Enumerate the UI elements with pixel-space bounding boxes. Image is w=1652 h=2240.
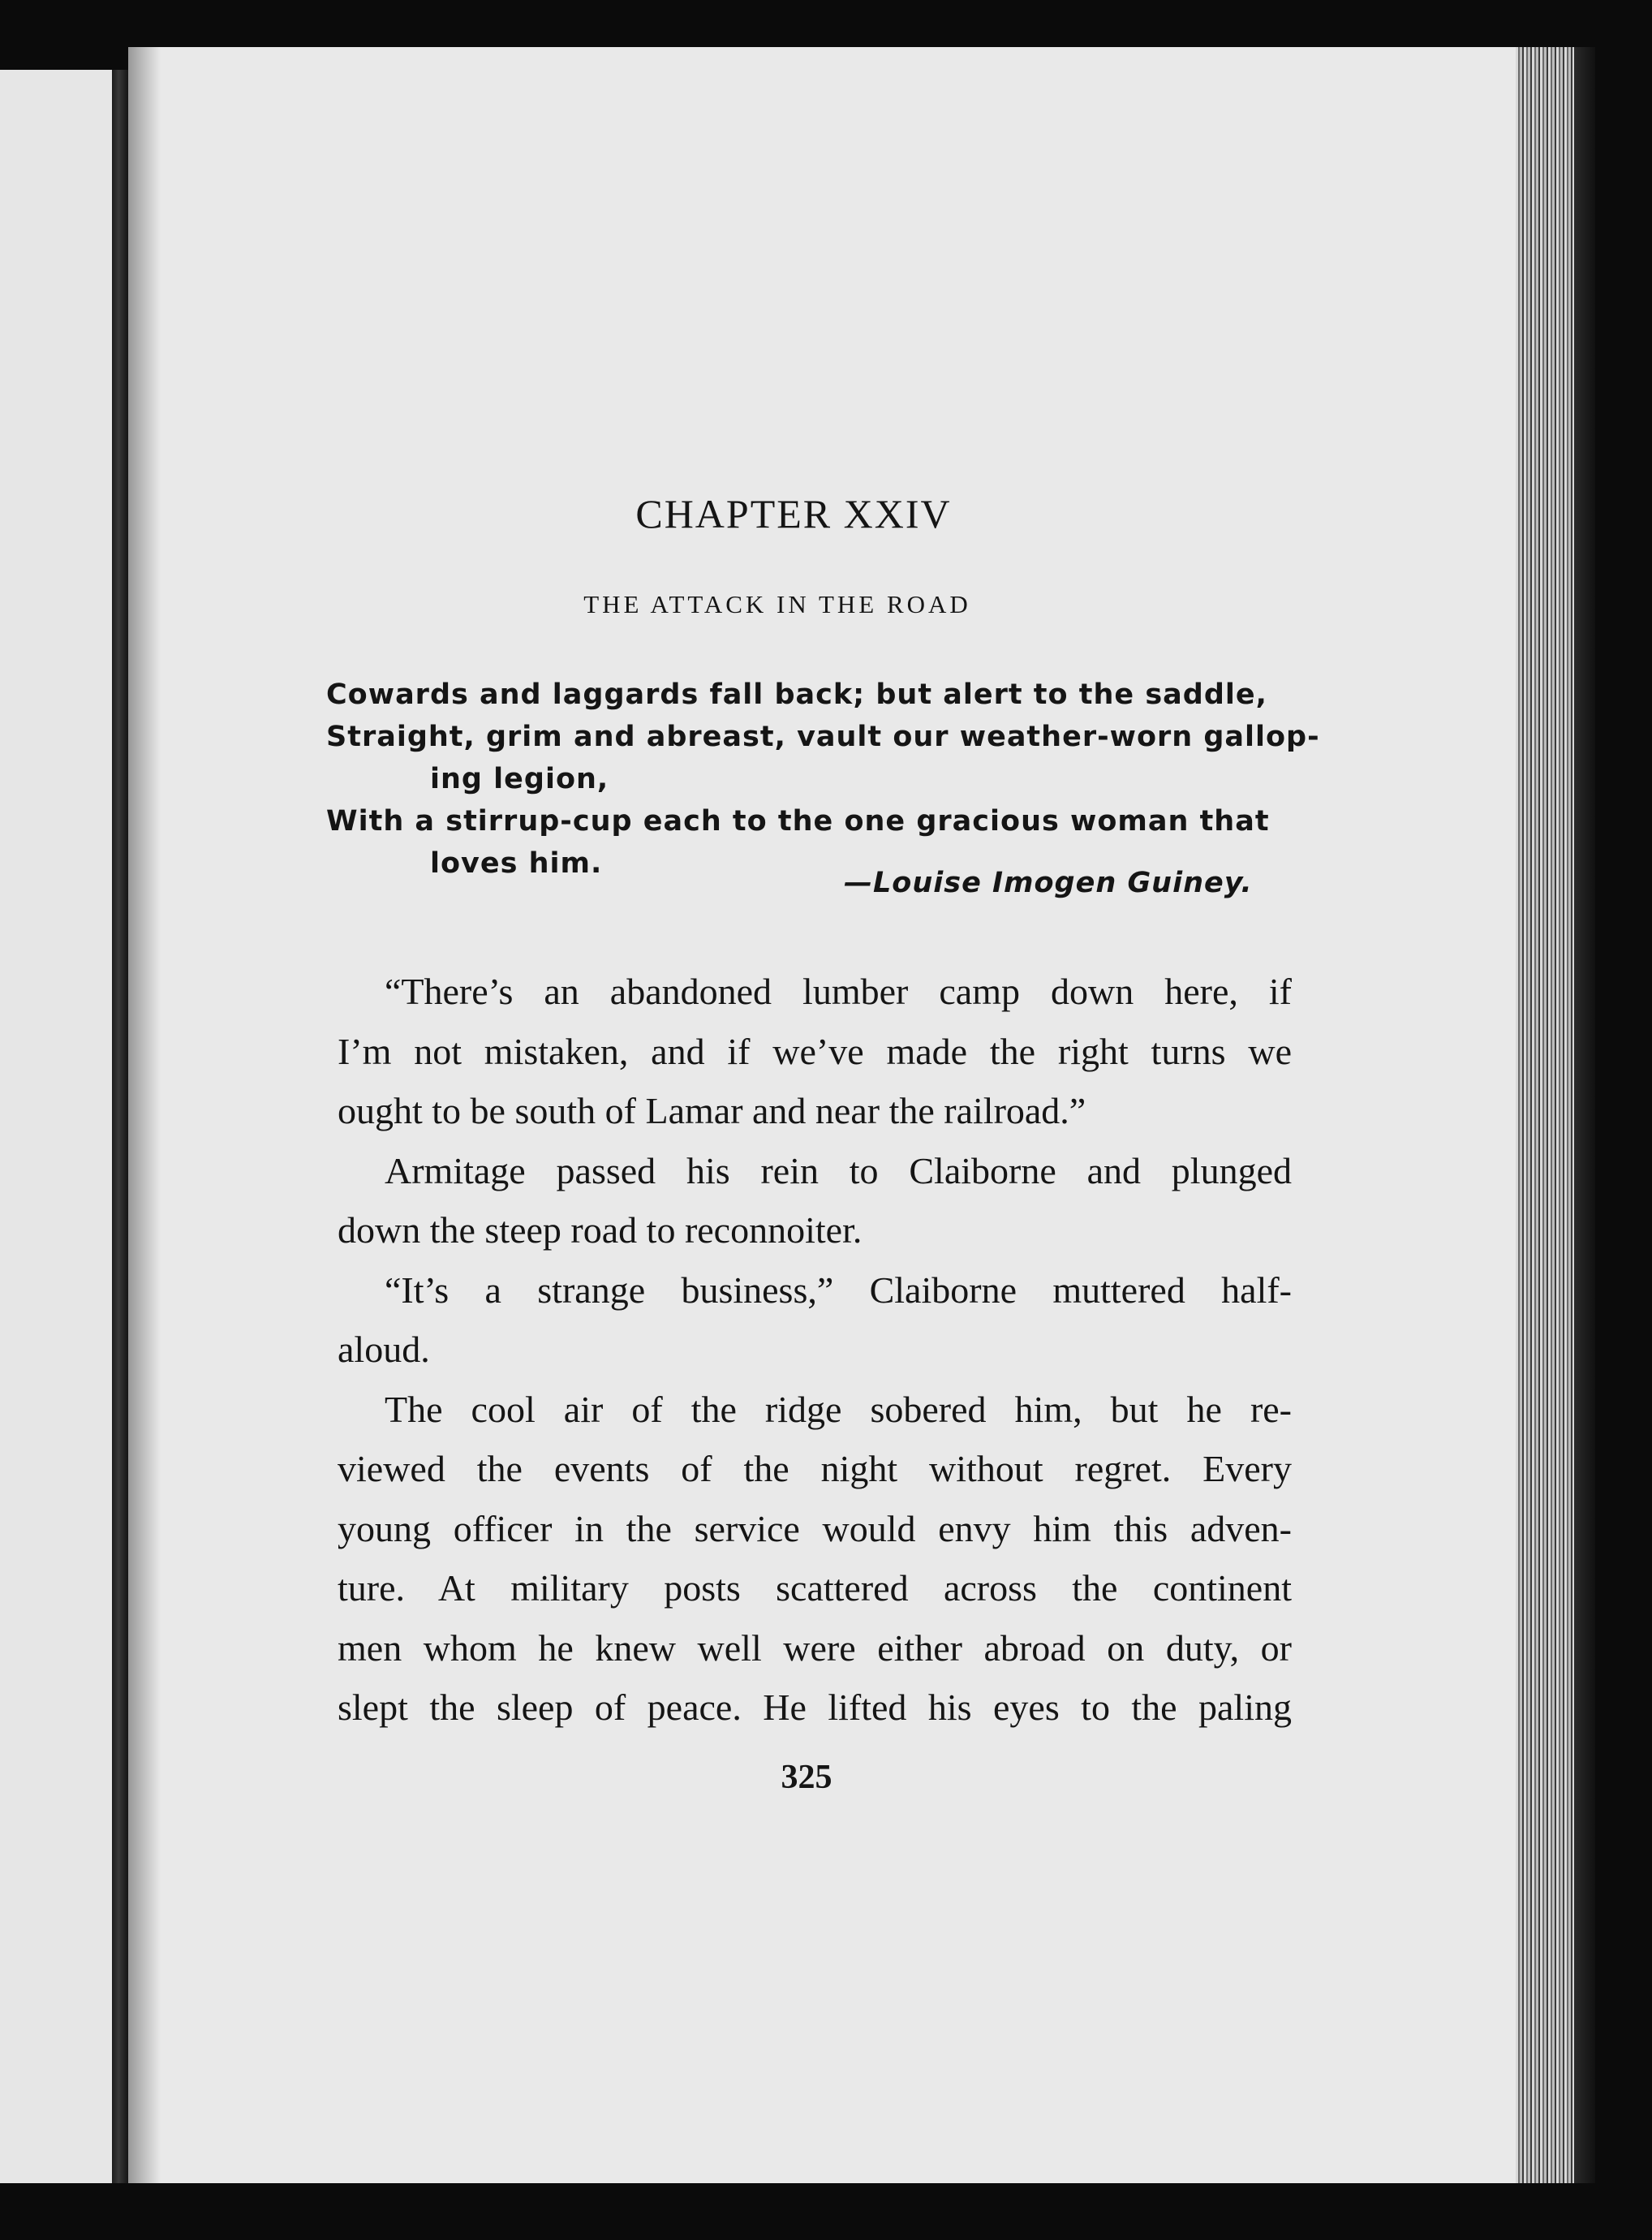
- text-line: down the steep road to reconnoiter.: [338, 1209, 863, 1251]
- text-line: ought to be south of Lamar and near the railroad.”: [338, 1090, 1086, 1131]
- text-line: The cool air of the ridge sobered him, but he re-: [385, 1388, 1292, 1430]
- text-line: I’m not mistaken, and if we’ve made the right turns we: [338, 1030, 1292, 1072]
- page-shadow: [128, 47, 161, 2183]
- epigraph-line: Straight, grim and abreast, vault our weather-worn gallop-: [326, 721, 1320, 753]
- text-line: Armitage passed his rein to Claiborne and plunged: [385, 1149, 1292, 1191]
- epigraph-line: With a stirrup-cup each to the one gracious woman that: [326, 805, 1270, 838]
- body-text: [338, 962, 1292, 1738]
- text-line: viewed the events of the night without regret. Every: [338, 1448, 1292, 1489]
- text-line: slept the sleep of peace. He lifted his eyes to the paling: [338, 1686, 1292, 1728]
- facing-page-edge: [0, 70, 112, 2183]
- page-number: 325: [781, 1759, 832, 1796]
- text-line: men whom he knew well were either abroad on duty, or: [338, 1626, 1292, 1669]
- epigraph-line: ing legion,: [430, 763, 609, 795]
- chapter-subtitle: THE ATTACK IN THE ROAD: [583, 590, 971, 618]
- epigraph-line: loves him.: [430, 847, 603, 880]
- epigraph: [326, 674, 1320, 885]
- text-line: young officer in the service would envy him this adven-: [338, 1507, 1292, 1549]
- text-line: aloud.: [338, 1329, 430, 1370]
- chapter-title: CHAPTER XXIV: [635, 491, 952, 536]
- epigraph-line: Cowards and laggards fall back; but alert to the saddle,: [326, 678, 1267, 711]
- book-cover-edge: [1574, 47, 1595, 2183]
- epigraph-attribution: —Louise Imogen Guiney.: [844, 867, 1253, 899]
- text-line: “There’s an abandoned lumber camp down here, if: [385, 971, 1292, 1012]
- text-line: ture. At military posts scattered across the continent: [338, 1567, 1292, 1609]
- text-line: “It’s a strange business,” Claiborne muttered half-: [385, 1269, 1292, 1311]
- book-gutter: [112, 70, 128, 2183]
